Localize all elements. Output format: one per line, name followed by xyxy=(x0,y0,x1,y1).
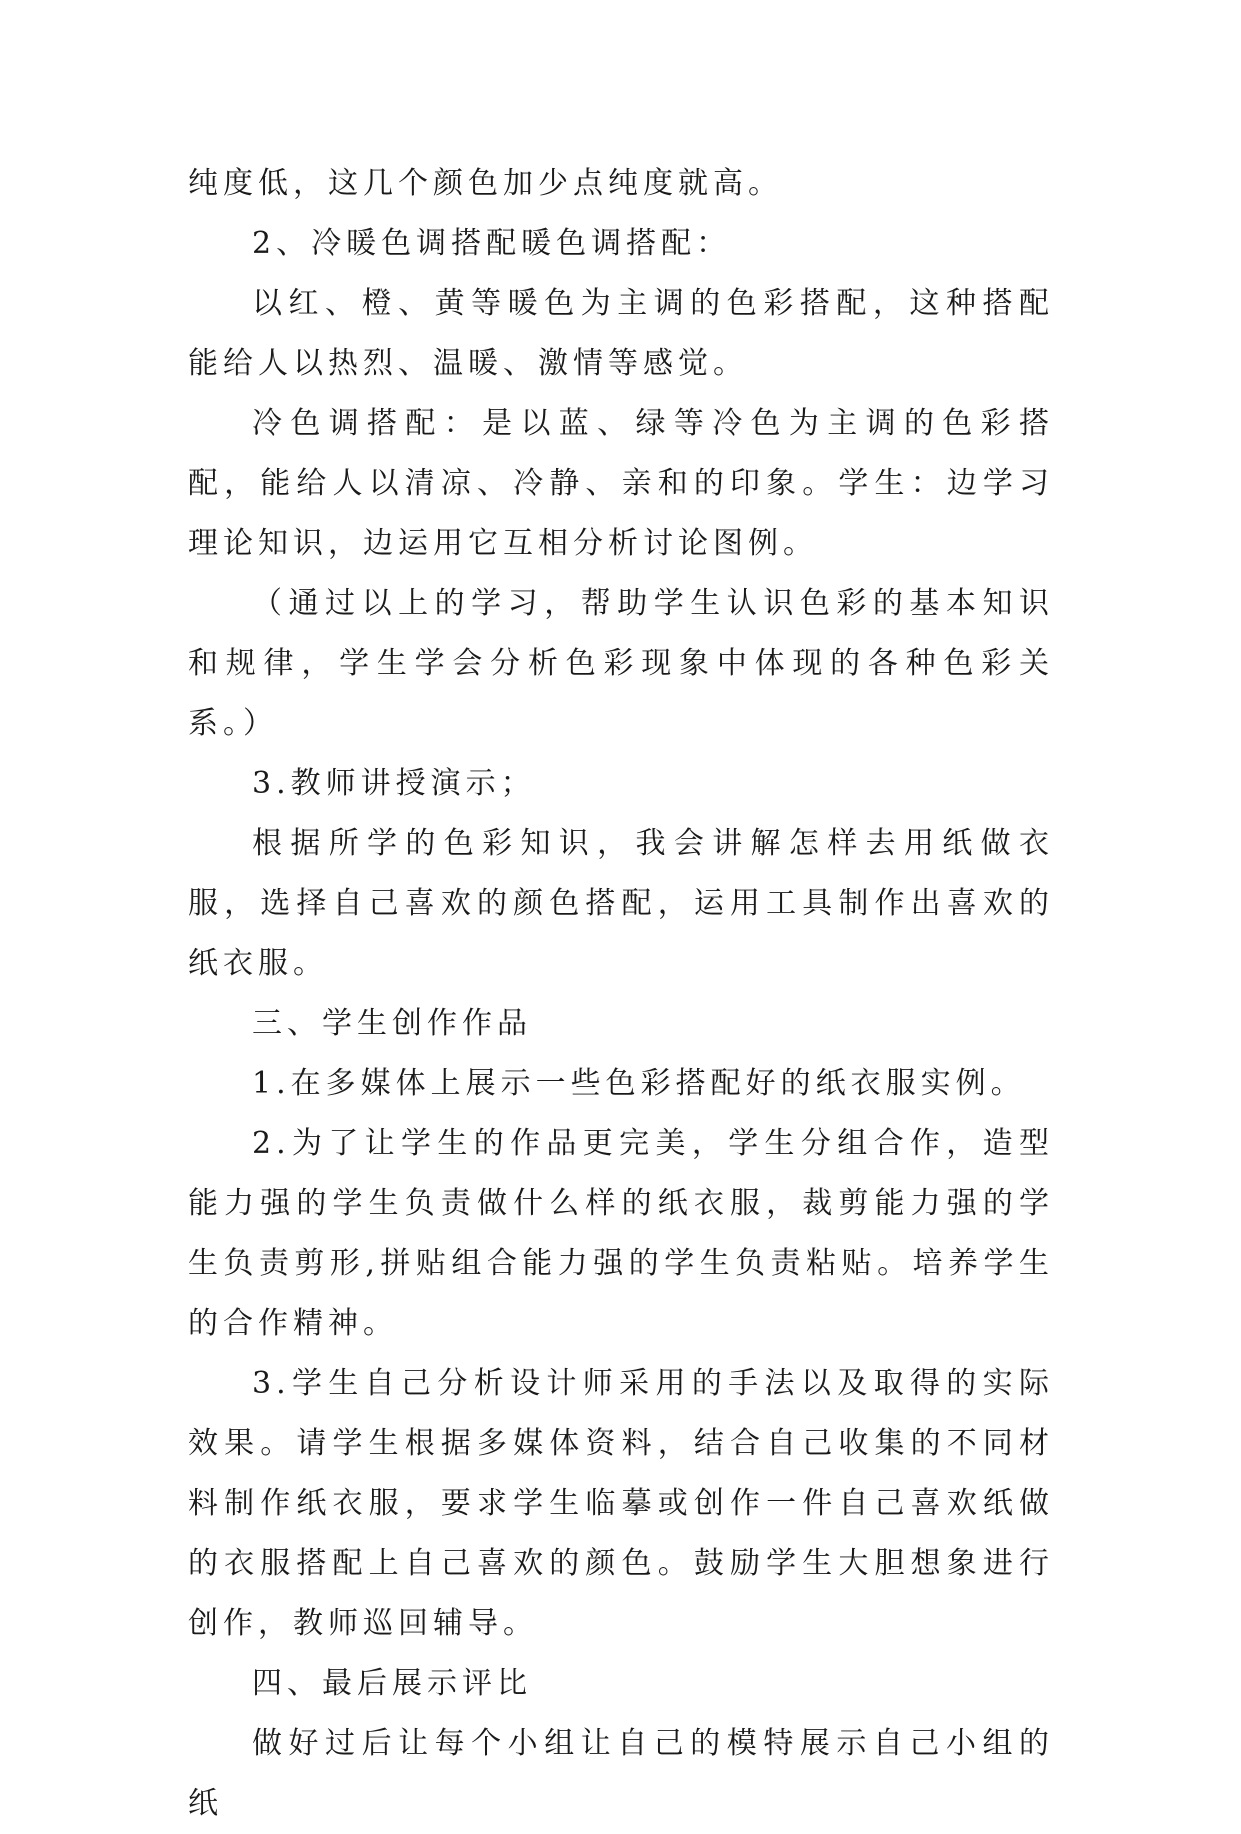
paragraph-step-3: 3.学生自己分析设计师采用的手法以及取得的实际效果。请学生根据多媒体资料，结合自己收集的不同材料制作纸衣服，要求学生临摹或创作一件自己喜欢纸做的衣服搭配上自己喜欢的颜色。鼓励学生大胆想象进行创作，教师巡回辅导。 xyxy=(188,1366,1054,1641)
section-heading-student-creation: 三、学生创作作品 xyxy=(252,1006,532,1041)
paragraph-warm-colors: 以红、橙、黄等暖色为主调的色彩搭配，这种搭配能给人以热烈、温暖、激情等感觉。 xyxy=(188,286,1054,381)
document-body xyxy=(188,154,1054,1834)
section-heading-final-showcase: 四、最后展示评比 xyxy=(252,1666,532,1701)
paragraph-warm-cool-heading: 2、冷暖色调搭配暖色调搭配： xyxy=(252,226,732,261)
paragraph-step-1: 1.在多媒体上展示一些色彩搭配好的纸衣服实例。 xyxy=(252,1066,1026,1101)
paragraph-showcase: 做好过后让每个小组让自己的模特展示自己小组的纸 xyxy=(188,1726,1054,1821)
paragraph-teacher-demo: 根据所学的色彩知识，我会讲解怎样去用纸做衣服，选择自己喜欢的颜色搭配，运用工具制作出喜欢的纸衣服。 xyxy=(188,826,1054,981)
paragraph-step-2: 2.为了让学生的作品更完美，学生分组合作，造型能力强的学生负责做什么样的纸衣服，裁剪能力强的学生负责剪形,拼贴组合能力强的学生负责粘贴。培养学生的合作精神。 xyxy=(188,1126,1054,1341)
paragraph-learning-note: （通过以上的学习，帮助学生认识色彩的基本知识和规律，学生学会分析色彩现象中体现的各种色彩关系。） xyxy=(188,586,1054,741)
paragraph-continuation: 纯度低，这几个颜色加少点纯度就高。 xyxy=(188,166,783,201)
paragraph-teacher-demo-heading: 3.教师讲授演示； xyxy=(252,766,536,801)
paragraph-cool-colors: 冷色调搭配：是以蓝、绿等冷色为主调的色彩搭配，能给人以清凉、冷静、亲和的印象。学生：边学习理论知识，边运用它互相分析讨论图例。 xyxy=(188,406,1054,561)
